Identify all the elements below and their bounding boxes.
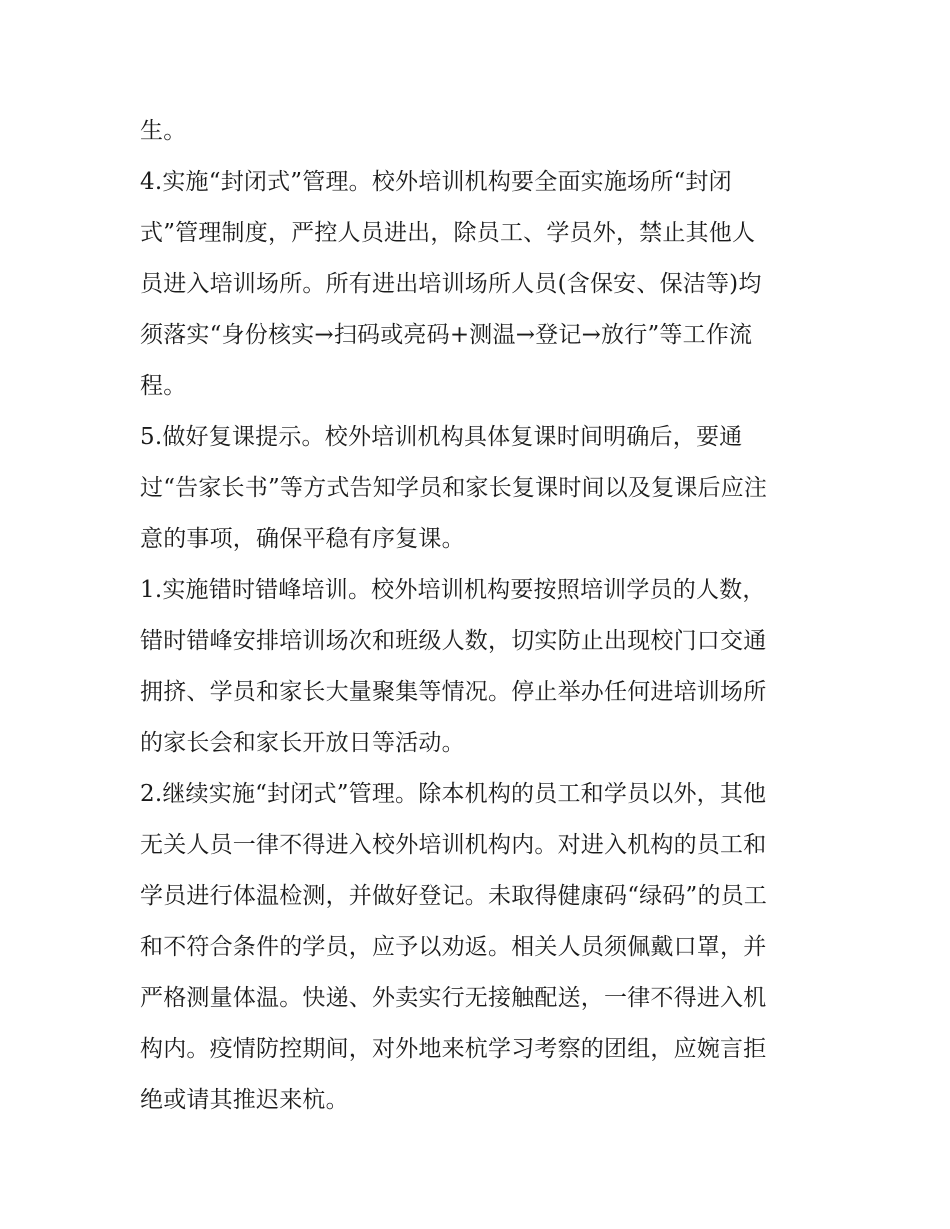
text-line: 错时错峰安排培训场次和班级人数，切实防止出现校门口交通 [140,628,767,654]
text-line: 无关人员一律不得进入校外培训机构内。对进入机构的员工和 [140,832,767,858]
text-line: 意的事项，确保平稳有序复课。 [140,526,465,552]
text-line: 和不符合条件的学员，应予以劝返。相关人员须佩戴口罩，并 [140,934,767,960]
text-line: 过“告家长书”等方式告知学员和家长复课时间以及复课后应注 [140,475,768,501]
text-line: 员进入培训场所。所有进出培训场所人员(含保安、保洁等)均 [140,271,762,297]
text-line: 4.实施“封闭式”管理。校外培训机构要全面实施场所“封闭 [140,169,732,195]
text-line: 1.实施错时错峰培训。校外培训机构要按照培训学员的人数， [140,577,766,603]
text-line: 须落实“身份核实→扫码或亮码+测温→登记→放行”等工作流 [140,322,753,348]
document-body [140,106,816,1126]
text-line: 构内。疫情防控期间，对外地来杭学习考察的团组，应婉言拒 [140,1036,767,1062]
text-line: 绝或请其推迟来杭。 [140,1087,349,1113]
text-line: 5.做好复课提示。校外培训机构具体复课时间明确后，要通 [140,424,743,450]
text-line: 的家长会和家长开放日等活动。 [140,730,465,756]
text-line: 生。 [140,118,187,144]
text-line: 式”管理制度，严控人员进出，除员工、学员外，禁止其他人 [140,220,756,246]
text-line: 学员进行体温检测，并做好登记。未取得健康码“绿码”的员工 [140,883,768,909]
text-line: 2.继续实施“封闭式”管理。除本机构的员工和学员以外，其他 [140,781,767,807]
text-line: 程。 [140,373,187,399]
text-line: 拥挤、学员和家长大量聚集等情况。停止举办任何进培训场所 [140,679,767,705]
text-line: 严格测量体温。快递、外卖实行无接触配送，一律不得进入机 [140,985,767,1011]
